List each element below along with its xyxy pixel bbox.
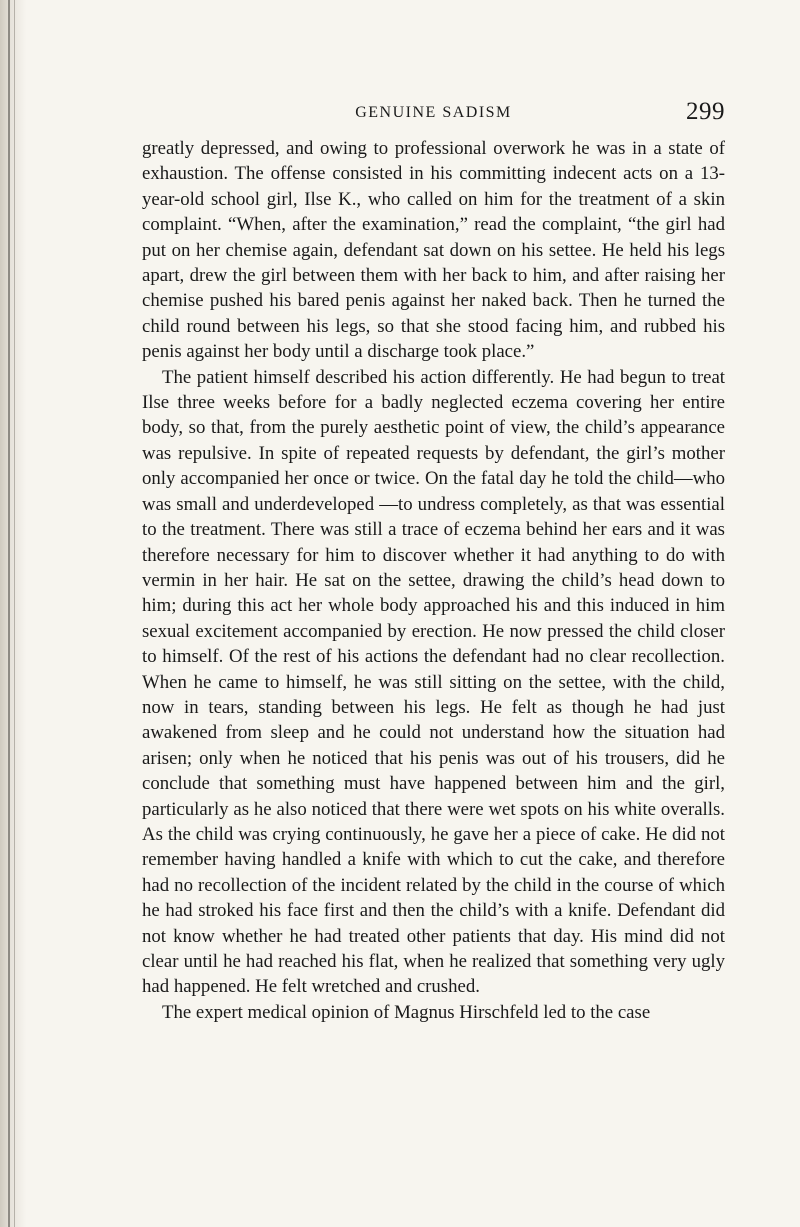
page-binding-edge	[8, 0, 10, 1227]
book-page	[142, 96, 725, 1025]
paragraph-1: greatly depressed, and owing to professional overwork he was in a state of exhaustion. The offense consisted in his committing indecent acts on a 13-year-old school girl, Ilse K., who called on him for the treatment of a skin complaint. “When, after the examination,” read the complaint, “the girl had put on her chemise again, defendant sat down on his settee. He held his legs apart, drew the girl between them with her back to him, and after raising her chemise pushed his bared penis against her naked back. Then he turned the child round between his legs, so that she stood facing him, and rubbed his penis against her body until a discharge took place.”	[142, 138, 725, 363]
body-text	[142, 136, 725, 1025]
page-binding-shadow	[0, 0, 26, 1227]
paragraph-3: The expert medical opinion of Magnus Hirschfeld led to the case	[162, 1001, 651, 1023]
running-head	[142, 96, 725, 136]
running-title: GENUINE SADISM	[355, 104, 512, 121]
page-number: 299	[686, 98, 725, 125]
page-binding-edge-inner	[14, 0, 15, 1227]
paragraph-2: The patient himself described his action differently. He had begun to treat Ilse three weeks before for a badly neglected eczema covering her entire body, so that, from the purely aesthetic point of view, the child’s appearance was repulsive. In spite of repeated requests by defendant, the girl’s mother only accompanied her once or twice. On the fatal day he told the child—who was small and underdeveloped —to undress completely, as that was essential to the treatment. There was still a trace of eczema behind her ears and it was therefore necessary for him to discover whether it had anything to do with vermin in her hair. He sat on the settee, drawing the child’s head down to him; during this act her whole body approached his and this induced in him sexual excitement accompanied by erection. He now pressed the child closer to himself. Of the rest of his actions the defendant had no clear recollection. When he came to himself, he was still sitting on the settee, with the child, now in tears, standing between his legs. He felt as though he had just awakened from sleep and he could not understand how the situation had arisen; only when he noticed that his penis was out of his trousers, did he conclude that something must have happened between him and the girl, particularly as he also noticed that there were wet spots on his white overalls. As the child was crying continuously, he gave her a piece of cake. He did not remember having handled a knife with which to cut the cake, and therefore had no recollection of the incident related by the child in the course of which he had stroked his face first and then the child’s with a knife. Defendant did not know whether he had treated other patients that day. His mind did not clear until he had reached his flat, when he realized that something very ugly had happened. He felt wretched and crushed.	[142, 366, 725, 998]
